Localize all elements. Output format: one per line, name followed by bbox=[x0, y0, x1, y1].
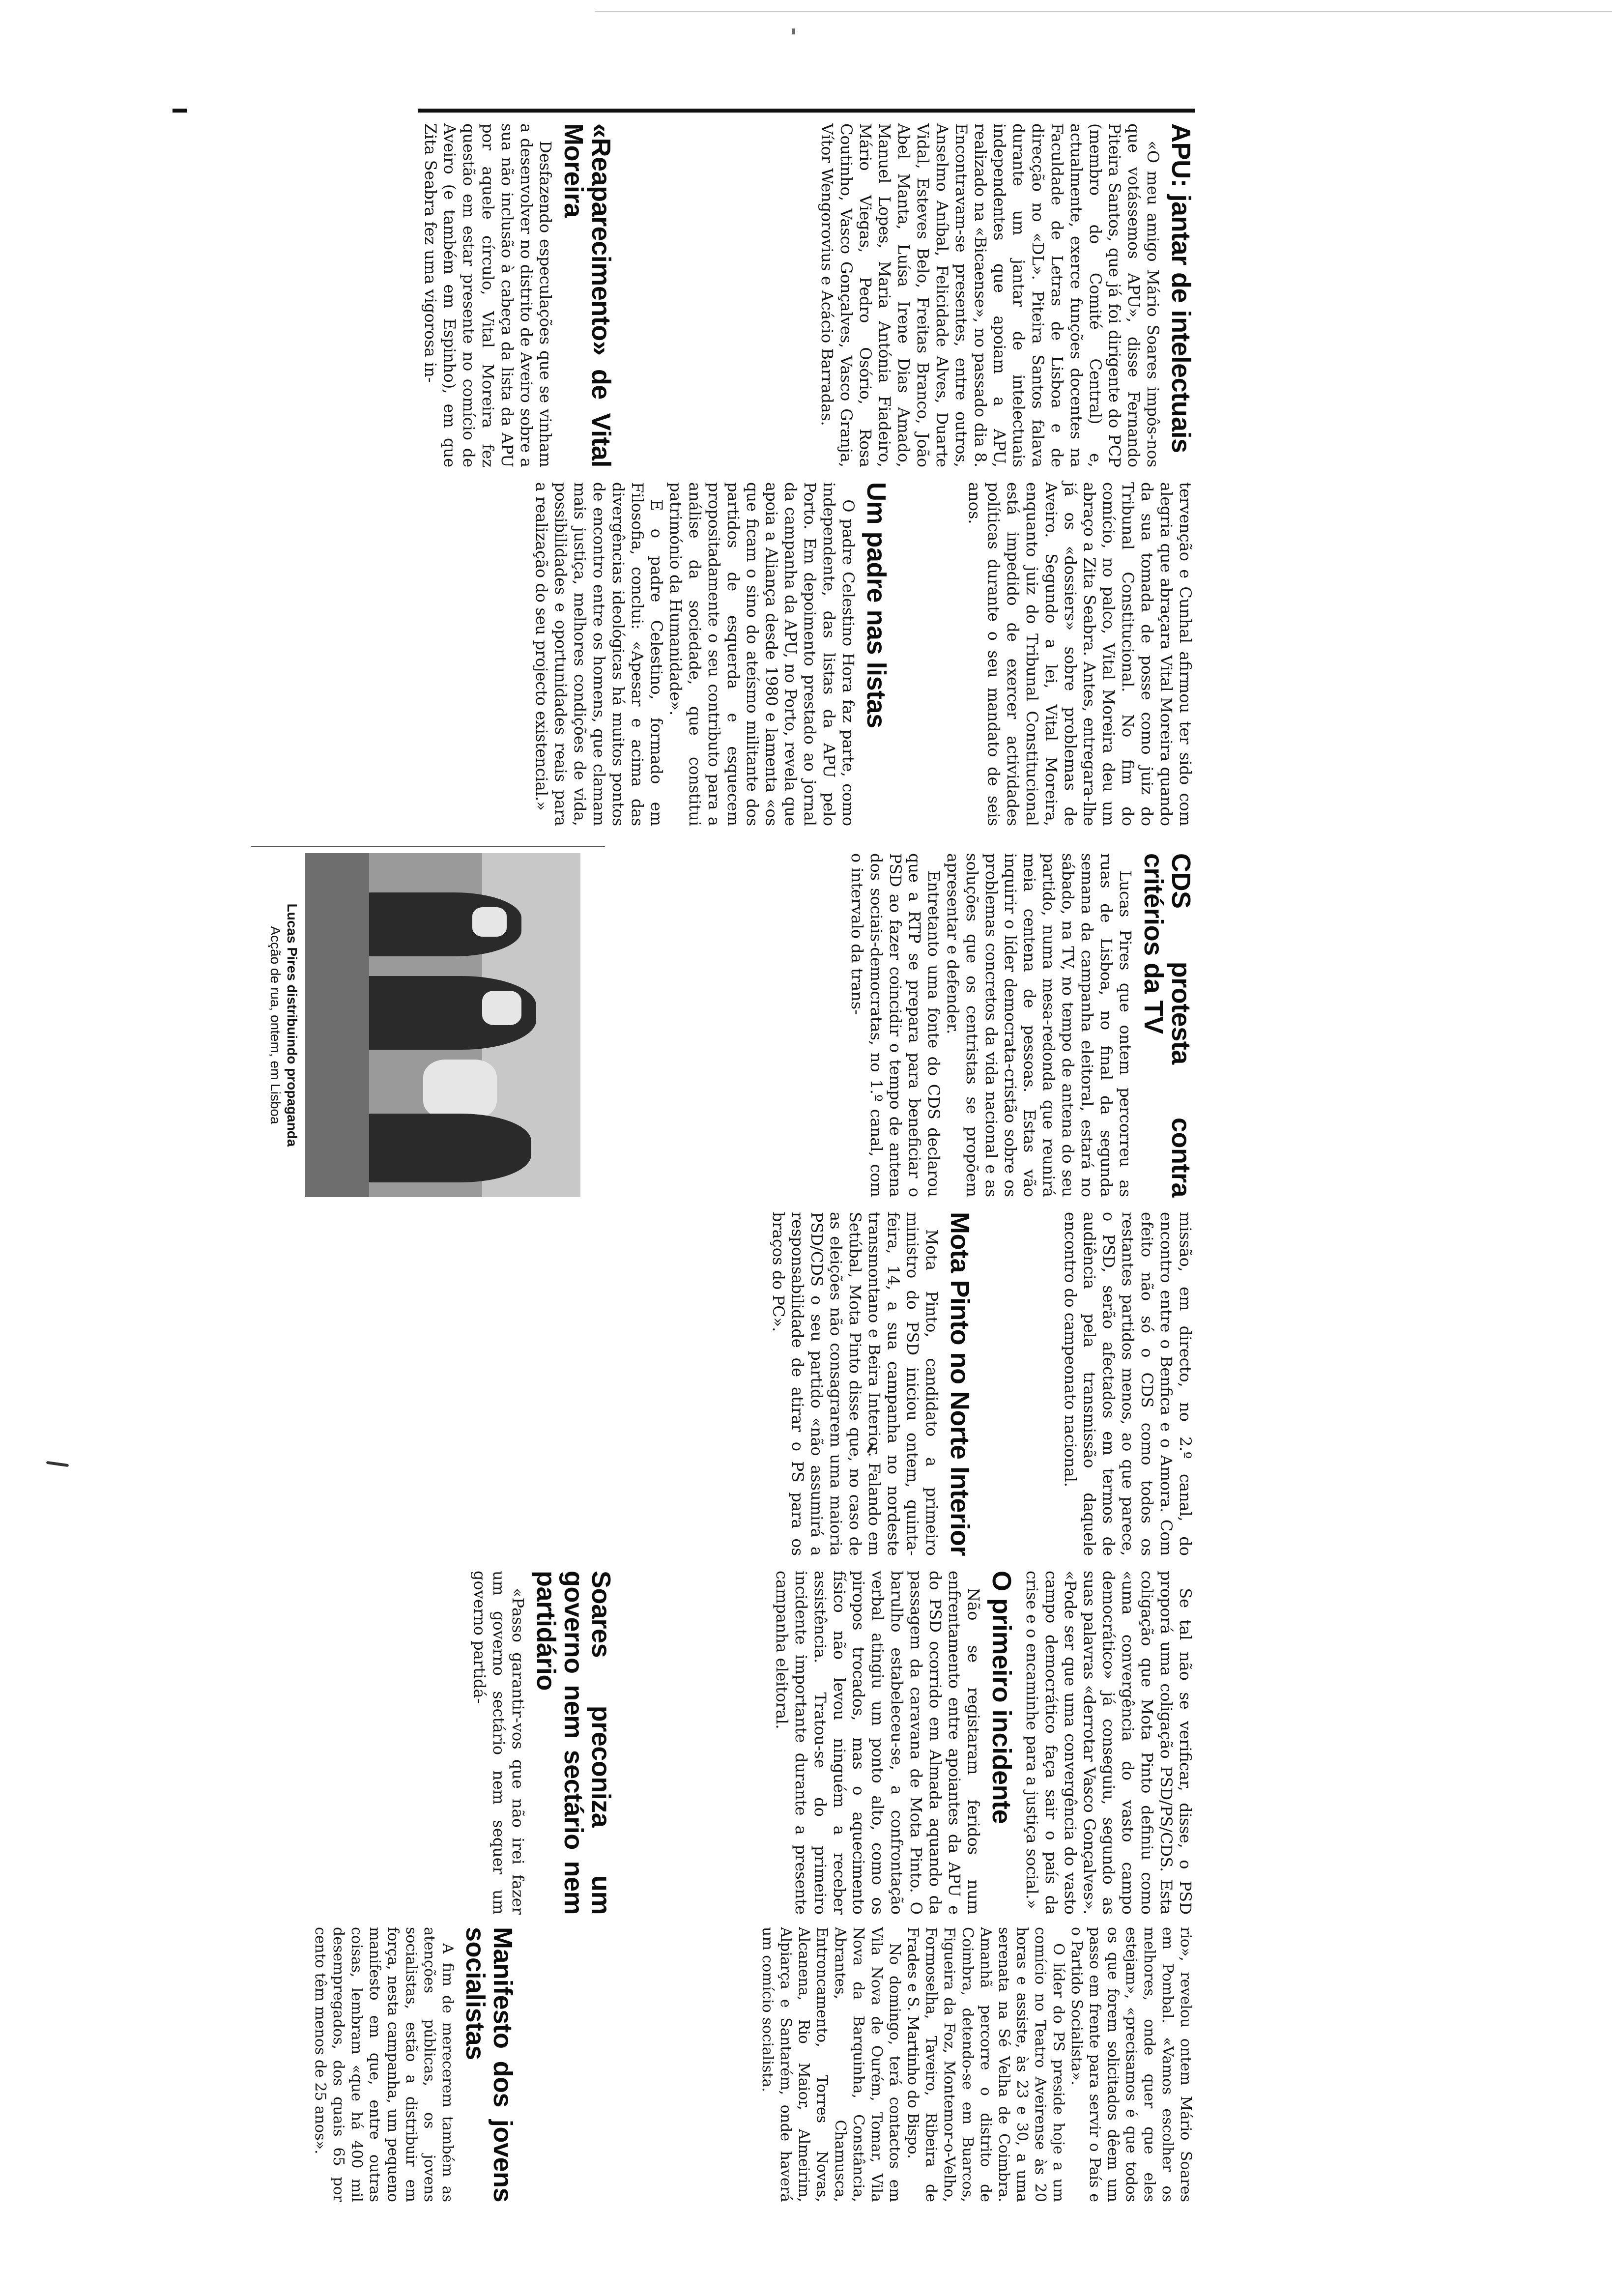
headline-soares: Soares preconiza um governo nem sectário nem partidário bbox=[531, 1571, 616, 1915]
article-soares-continued-paragraph: O líder do PS preside hoje a um comício no Teatro Aveirense às 20 horas e assiste, às 23 e 30, a uma serenata na Sé Velha de Coimbra. Amanhã percorre o distrito de Coimbra, detendo-se em Buarcos, Figueira da Foz, Montemor-o-Velho, Formoselha, Taveiro, Ribeira de Frades e S. Martinho do Bispo. bbox=[904, 1927, 1067, 2202]
column-rule bbox=[173, 109, 187, 113]
headline-vital-moreira: «Reaparecimento» de Vital Moreira bbox=[559, 123, 616, 467]
article-soares-continued-paragraph: No domingo, terá contactos em Vila Nova de Ourém, Tomar, Vila Nova da Barquinha, Constância, Abrantes, Chamusca, Entroncamento, Torres Novas, Alcanena, Rio Maior, Almeirim, Alpiarça e Santarém, onde haverá um comício socialista. bbox=[759, 1927, 903, 2202]
headline-apu: APU: jantar de intelectuais bbox=[1166, 123, 1196, 453]
headline-cds: CDS protesta contra critérios da TV bbox=[1139, 853, 1196, 1197]
article-cds-continued bbox=[1061, 1212, 1195, 1556]
article-soares bbox=[470, 1571, 615, 1915]
article-vital-paragraph: Desfazendo especulações que se vinham a desenvolver no distrito de Aveiro sobre a sua não inclusão à cabeça da lista da APU por aquele círculo, Vital Moreira fez questão em estar presente no comício de Aveiro (e também em Espinho), em que Zita Seabra fez uma vigorosa in- bbox=[421, 123, 555, 467]
article-padre-paragraph: E o padre Celestino, formado em Filosofia, conclui: «Apesar e acima das divergências ideológicas há muitos pontos de encontro entre os homens, que clamam mais justiça, melhores condições de vida, possibilidades e oportunidades reais para a realização do seu projecto existencial.» bbox=[532, 482, 666, 826]
article-padre bbox=[532, 482, 890, 826]
article-cds-paragraph: Entretanto uma fonte do CDS declarou que a RTP se prepara para beneficiar o PSD ao fazer coincidir o tempo de antena dos sociais-democratas, no 1.º canal, com o intervalo da trans- bbox=[848, 853, 943, 1197]
article-apu-paragraph: «O meu amigo Mário Soares impôs-nos que votássemos APU», disse Fernando Piteira Santos, que já foi dirigente do PCP (membro do Comité Central) e, actualmente, exerce funções docentes na Faculdade de Letras de Lisboa e de direcção no «DL». Piteira Santos falava durante um jantar de intelectuais independentes que apoiam a APU, realizado na «Bicaense», no passado dia 8. Encontravam-se presentes, entre outros, Anselmo Aníbal, Felicidade Alves, Duarte Vidal, Esteves Belo, Freitas Branco, João Abel Manta, Luísa Irene Dias Amado, Manuel Lopes, Maria Antónia Fiadeiro, Mário Viegas, Pedro Osório, Rosa Coutinho, Vasco Gonçalves, Vasco Granja, Vítor Wengorovius e Acácio Barradas. bbox=[818, 123, 1162, 467]
article-soares-continued-paragraph: rio», revelou ontem Mário Soares em Pombal. «Vamos escolher os melhores, onde quer que eles estejam», «precisamos é que todos os que forem solicitados dêem um passo em frente para servir o País e o Partido Socialista». bbox=[1068, 1927, 1194, 2202]
article-manifesto-paragraph: A fim de merecerem também as atenções públicas, os jovens socialistas, estão a distribuir em força, nesta campanha, um pequeno manifesto em que, entre outras coisas, lembram «que há 400 mil desempregados, dos quais 65 por cento têm menos de 25 anos». bbox=[312, 1927, 456, 2202]
photo-caption-text: Acção de rua, ontem, em Lisboa bbox=[268, 926, 283, 1124]
headline-padre: Um padre nas listas bbox=[862, 482, 891, 728]
article-mota-pinto bbox=[769, 1212, 974, 1556]
headline-mota-pinto: Mota Pinto no Norte Interior bbox=[945, 1212, 975, 1556]
scan-speck bbox=[792, 29, 795, 34]
photo-caption-title: Lucas Pires distribuindo propaganda bbox=[285, 903, 300, 1147]
article-cds bbox=[847, 853, 1195, 1197]
article-vital-moreira bbox=[421, 123, 615, 467]
article-padre-paragraph: O padre Celestino Hora faz parte, como independente, das listas da APU pelo Porto. Em depoimento prestado ao jornal da campanha da APU, no Porto, revela que apoia a Aliança desde 1980 e lamenta «os que ficam o sino do ateísmo militante dos partidos de esquerda e esquecem propositadamente o seu contributo para a análise da sociedade, que constitui património da Humanidade». bbox=[666, 482, 858, 826]
article-incidente-paragraph: Não se registaram feridos num enfrentamento entre apoiantes da APU e do PSD ocorrido em Almada aquando da passagem da caravana de Mota Pinto. O barulho estabeleceu-se, a confrontação verbal atingiu um ponto alto, como os piropos trocados, mas o aquecimento físico não levou ninguém a receber assistência. Tratou-se do primeiro incidente importante durante a presente campanha eleitoral. bbox=[773, 1571, 983, 1915]
photo-lucas-pires bbox=[305, 853, 580, 1197]
article-apu-continued-paragraph: tervenção e Cunhal afirmou ter sido com alegria que abraçara Vital Moreira quando da sua tomada de posse como juiz do Tribunal Constitucional. No fim do comício, no palco, Vital Moreira deu um abraço a Zita Seabra. Antes, entregara-lhe já os «dossiers» sobre problemas de Aveiro. Segundo a lei, Vital Moreira, enquanto juiz do Tribunal Constitucional está impedido de exercer actividades políticas durante o seu mandato de seis anos. bbox=[965, 482, 1195, 826]
article-mota-continued-paragraph: Se tal não se verificar, disse, o PSD proporá uma coligação PSD/PS/CDS. Esta coligação que Mota Pinto definiu como «uma convergência do vasto campo democrático» já conseguiu, segundo as suas palavras «derrotar Vasco Gonçalves». «Pode ser que uma convergência do vasto campo democrático faça sair o país da crise e o encaminhe para a justiça social.» bbox=[1023, 1571, 1195, 1915]
newspaper-clipping bbox=[173, 109, 1196, 2202]
column-rule bbox=[418, 109, 1195, 113]
article-mota-paragraph: Mota Pinto, candidato a primeiro ministro do PSD iniciou ontem, quinta-feira, 14, a sua campanha no nordeste transmontano e Beira Interior. Falando em Setúbal, Mota Pinto disse que, no caso de as eleições não consagrarem uma maioria PSD/CDS o seu partido «não assumirá a responsabilidade de atirar o PS para os braços do PC». bbox=[769, 1212, 941, 1556]
headline-manifesto: Manifesto dos jovens socialistas bbox=[461, 1927, 518, 2202]
scan-speck bbox=[46, 1461, 69, 1467]
article-cds-paragraph: Lucas Pires que ontem percorreu as ruas de Lisboa, no final da segunda semana da campanha eleitoral, estará no sábado, na TV, no tempo de antena do seu partido, numa mesa-redonda que reunirá meia centena de pessoas. Estas vão inquirir o líder democrata-cristão sobre os problemas concretos da vida nacional e as soluções que os centristas se propõem apresentar e defender. bbox=[944, 853, 1135, 1197]
headline-incidente: O primeiro incidente bbox=[987, 1571, 1016, 1824]
article-soares-continued bbox=[758, 1927, 1195, 2202]
article-apu bbox=[817, 123, 1195, 467]
column-rule bbox=[251, 846, 605, 847]
article-soares-paragraph: «Passo garantir-vos que não irei fazer um governo sectário nem sequer um governo partidá- bbox=[470, 1571, 527, 1915]
article-manifesto bbox=[311, 1927, 517, 2202]
scan-edge-line bbox=[595, 11, 1612, 12]
photo-caption bbox=[267, 853, 300, 1197]
article-apu-continued bbox=[965, 482, 1195, 826]
article-cds-continued-paragraph: missão, em directo, no 2.º canal, do encontro entre o Benfica e o Amora. Com efeito não só o CDS como todos os restantes partidos menos, ao que parece, o PSD, serão afectados em termos de audiência pela transmissão daquele encontro do campeonato nacional. bbox=[1061, 1212, 1195, 1556]
article-incidente bbox=[772, 1571, 1195, 1915]
